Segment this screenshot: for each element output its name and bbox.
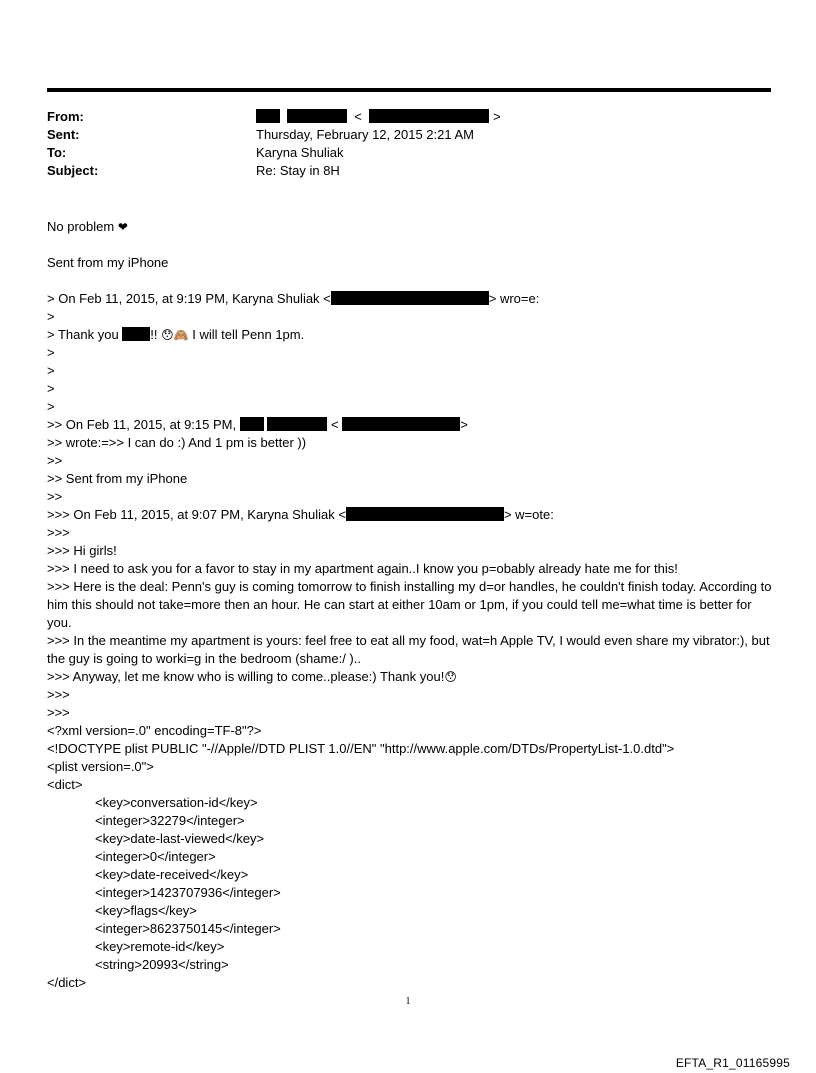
body-line: </dict> (47, 975, 87, 990)
body-text: >>> Anyway, let me know who is willing to come..please:) Thank you! (47, 669, 445, 684)
redaction-box (267, 417, 327, 431)
redaction-box (122, 327, 150, 341)
heart-icon: ❤ (117, 220, 128, 234)
redaction-box (256, 109, 280, 123)
to-value: Karyna Shuliak (256, 145, 344, 160)
body-line: <key>conversation-id</key> (95, 795, 258, 810)
body-line: <key>date-last-viewed</key> (95, 831, 265, 846)
body-line: > (47, 381, 55, 396)
from-lt: < (354, 109, 362, 124)
body-line: >>> (47, 687, 70, 702)
redaction-box (346, 507, 504, 521)
from-gt: > (493, 109, 501, 124)
body-line: <integer>8623750145</integer> (95, 921, 281, 936)
body-line: >> (47, 453, 63, 468)
from-label: From: (47, 109, 84, 124)
header-rule (47, 88, 771, 92)
body-line: <key>remote-id</key> (95, 939, 225, 954)
body-text: > On Feb 11, 2015, at 9:19 PM, Karyna Shuliak < (47, 291, 331, 306)
body-line: >> (47, 489, 63, 504)
body-text: !! (150, 327, 158, 342)
body-line: <key>flags</key> (95, 903, 197, 918)
redaction-box (287, 109, 347, 123)
body-text: >> On Feb 11, 2015, at 9:15 PM, (47, 417, 237, 432)
redaction-box (342, 417, 460, 431)
to-label: To: (47, 145, 67, 160)
body-line: <integer>0</integer> (95, 849, 216, 864)
redaction-box (240, 417, 264, 431)
body-line (47, 668, 777, 686)
body-line: <key>date-received</key> (95, 867, 249, 882)
body-text: > w=ote: (503, 507, 554, 522)
body-line: <!DOCTYPE plist PUBLIC "-//Apple//DTD PLIST 1.0//EN" "http://www.apple.com/DTDs/PropertyList-1.0.dtd"> (47, 741, 675, 756)
from-value (256, 108, 501, 126)
body-line (47, 416, 777, 434)
body-text: > (460, 417, 468, 432)
emoji-icon: 😯🙈 (161, 328, 189, 342)
body-line: >>> (47, 705, 70, 720)
sent-label: Sent: (47, 127, 80, 142)
body-line: >> wrote:=>> I can do :) And 1 pm is better )) (47, 435, 307, 450)
body-line (47, 218, 777, 236)
body-line: > (47, 363, 55, 378)
body-text: >>> On Feb 11, 2015, at 9:07 PM, Karyna Shuliak < (47, 507, 346, 522)
subject-value: Re: Stay in 8H (256, 163, 340, 178)
body-line: <?xml version=.0" encoding=TF-8"?> (47, 723, 262, 738)
body-line (47, 290, 777, 308)
redaction-box (331, 291, 489, 305)
emoji-icon: 😯 (444, 670, 457, 684)
body-paragraph: >>> In the meantime my apartment is yours: feel free to eat all my food, wat=h Apple TV, I would even share my vibrator:), but the guy is going to worki=g in the bedroom (shame:/ ).. (47, 633, 770, 666)
body-line: > (47, 309, 55, 324)
body-line: > (47, 345, 55, 360)
body-line: <integer>32279</integer> (95, 813, 245, 828)
sent-value: Thursday, February 12, 2015 2:21 AM (256, 127, 474, 142)
body-line: >>> I need to ask you for a favor to stay in my apartment again..I know you p=obably already hate me for this! (47, 561, 678, 576)
body-line: <string>20993</string> (95, 957, 229, 972)
document-id-stamp: EFTA_R1_01165995 (675, 1056, 790, 1070)
body-text: No problem (47, 219, 115, 234)
subject-label: Subject: (47, 163, 99, 178)
body-line: > (47, 399, 55, 414)
body-line: <dict> (47, 777, 83, 792)
body-text: > Thank you (47, 327, 119, 342)
body-paragraph: >>> Here is the deal: Penn's guy is coming tomorrow to finish installing my d=or handles, he couldn't finish today. According to him this should not take=more then an hour. He can start at either 10am or 1pm, if you could tell me=what time is better for you. (47, 579, 772, 630)
body-line: >>> Hi girls! (47, 543, 117, 558)
email-body (47, 218, 777, 992)
body-line: >>> (47, 525, 70, 540)
body-line: Sent from my iPhone (47, 255, 169, 270)
body-line (47, 326, 777, 344)
body-text: > wro=e: (488, 291, 540, 306)
body-line (47, 506, 777, 524)
body-text: < (330, 417, 339, 432)
body-line: <plist version=.0"> (47, 759, 154, 774)
body-line: <integer>1423707936</integer> (95, 885, 281, 900)
body-text: I will tell Penn 1pm. (192, 327, 305, 342)
redaction-box (369, 109, 489, 123)
page-number: 1 (405, 996, 411, 1007)
body-line: >> Sent from my iPhone (47, 471, 188, 486)
